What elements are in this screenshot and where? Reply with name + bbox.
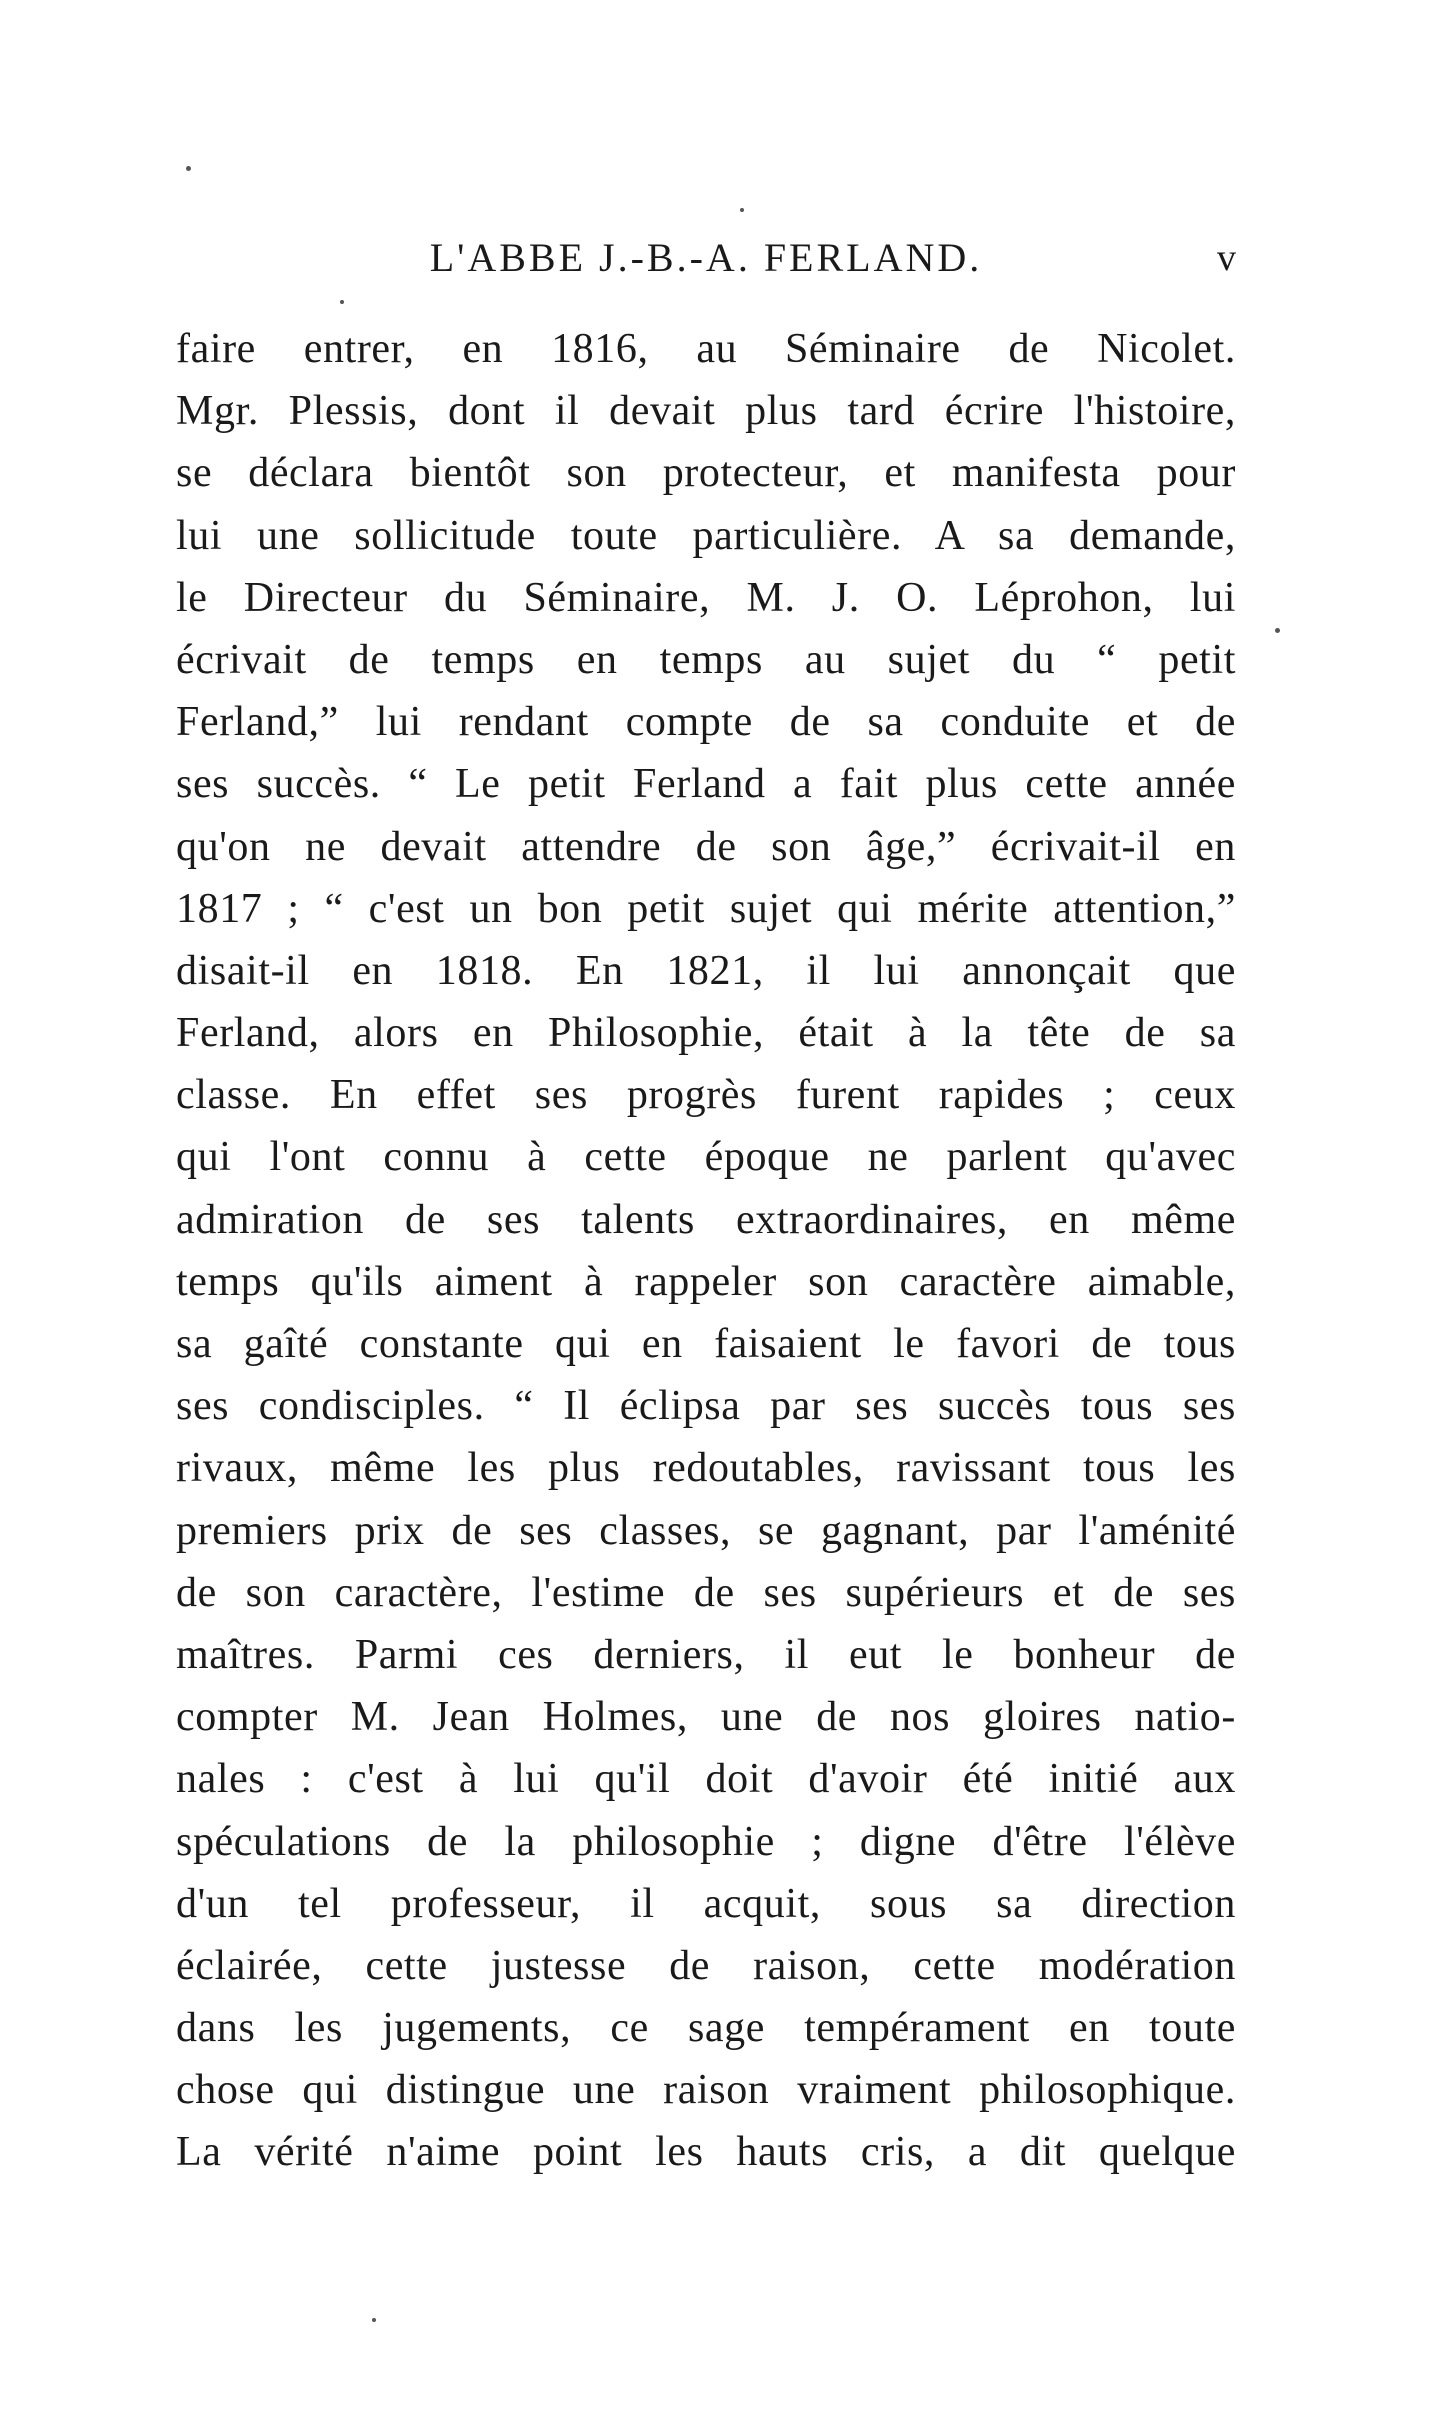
text-line: de son caractère, l'estime de ses supérieurs et de ses: [176, 1569, 1236, 1616]
page-number: v: [1217, 237, 1236, 279]
text-line: chose qui distingue une raison vraiment philosophique.: [176, 2067, 1236, 2114]
text-line: Mgr. Plessis, dont il devait plus tard écrire l'histoire,: [176, 388, 1236, 435]
text-line: premiers prix de ses classes, se gagnant, par l'aménité: [176, 1507, 1236, 1554]
text-line: compter M. Jean Holmes, une de nos gloires natio-: [176, 1694, 1236, 1741]
text-line: éclairée, cette justesse de raison, cette modération: [176, 1942, 1236, 1989]
scan-speck: [740, 208, 744, 212]
text-line: 1817 ; “ c'est un bon petit sujet qui mérite attention,”: [176, 885, 1236, 932]
text-line: maîtres. Parmi ces derniers, il eut le bonheur de: [176, 1631, 1236, 1678]
text-line: le Directeur du Séminaire, M. J. O. Léprohon, lui: [176, 574, 1236, 621]
running-title: L'ABBE J.-B.-A. FERLAND.: [429, 235, 983, 280]
text-line: nales : c'est à lui qu'il doit d'avoir été initié aux: [176, 1756, 1236, 1803]
text-line: La vérité n'aime point les hauts cris, a dit quelque: [176, 2129, 1236, 2176]
text-line: d'un tel professeur, il acquit, sous sa direction: [176, 1880, 1236, 1927]
text-line: Ferland, alors en Philosophie, était à la tête de sa: [176, 1010, 1236, 1057]
text-line: qui l'ont connu à cette époque ne parlent qu'avec: [176, 1134, 1236, 1181]
text-line: faire entrer, en 1816, au Séminaire de Nicolet.: [176, 326, 1236, 372]
text-line: sa gaîté constante qui en faisaient le favori de tous: [176, 1321, 1236, 1367]
scan-speck: [1275, 628, 1280, 633]
text-line: classe. En effet ses progrès furent rapides ; ceux: [176, 1072, 1236, 1119]
text-line: dans les jugements, ce sage tempérament en toute: [176, 2005, 1236, 2052]
scan-speck: [186, 166, 191, 171]
text-line: qu'on ne devait attendre de son âge,” écrivait-il en: [176, 823, 1236, 870]
text-line: spéculations de la philosophie ; digne d'être l'élève: [176, 1818, 1236, 1865]
text-line: admiration de ses talents extraordinaires, en même: [176, 1196, 1236, 1243]
body-text: [176, 318, 1236, 2184]
text-line: écrivait de temps en temps au sujet du “ petit: [176, 636, 1236, 683]
text-line: Ferland,” lui rendant compte de sa conduite et de: [176, 699, 1236, 746]
running-head: [176, 228, 1236, 288]
text-line: se déclara bientôt son protecteur, et manifesta pour: [176, 450, 1236, 497]
text-line: disait-il en 1818. En 1821, il lui annonçait que: [176, 947, 1236, 994]
text-line: lui une sollicitude toute particulière. A sa demande,: [176, 512, 1236, 559]
text-line: rivaux, même les plus redoutables, ravissant tous les: [176, 1445, 1236, 1492]
scan-speck: [372, 2318, 376, 2322]
scan-speck: [340, 300, 344, 304]
text-line: ses condisciples. “ Il éclipsa par ses succès tous ses: [176, 1383, 1236, 1430]
text-line: temps qu'ils aiment à rappeler son caractère aimable,: [176, 1258, 1236, 1305]
text-line: ses succès. “ Le petit Ferland a fait plus cette année: [176, 761, 1236, 808]
